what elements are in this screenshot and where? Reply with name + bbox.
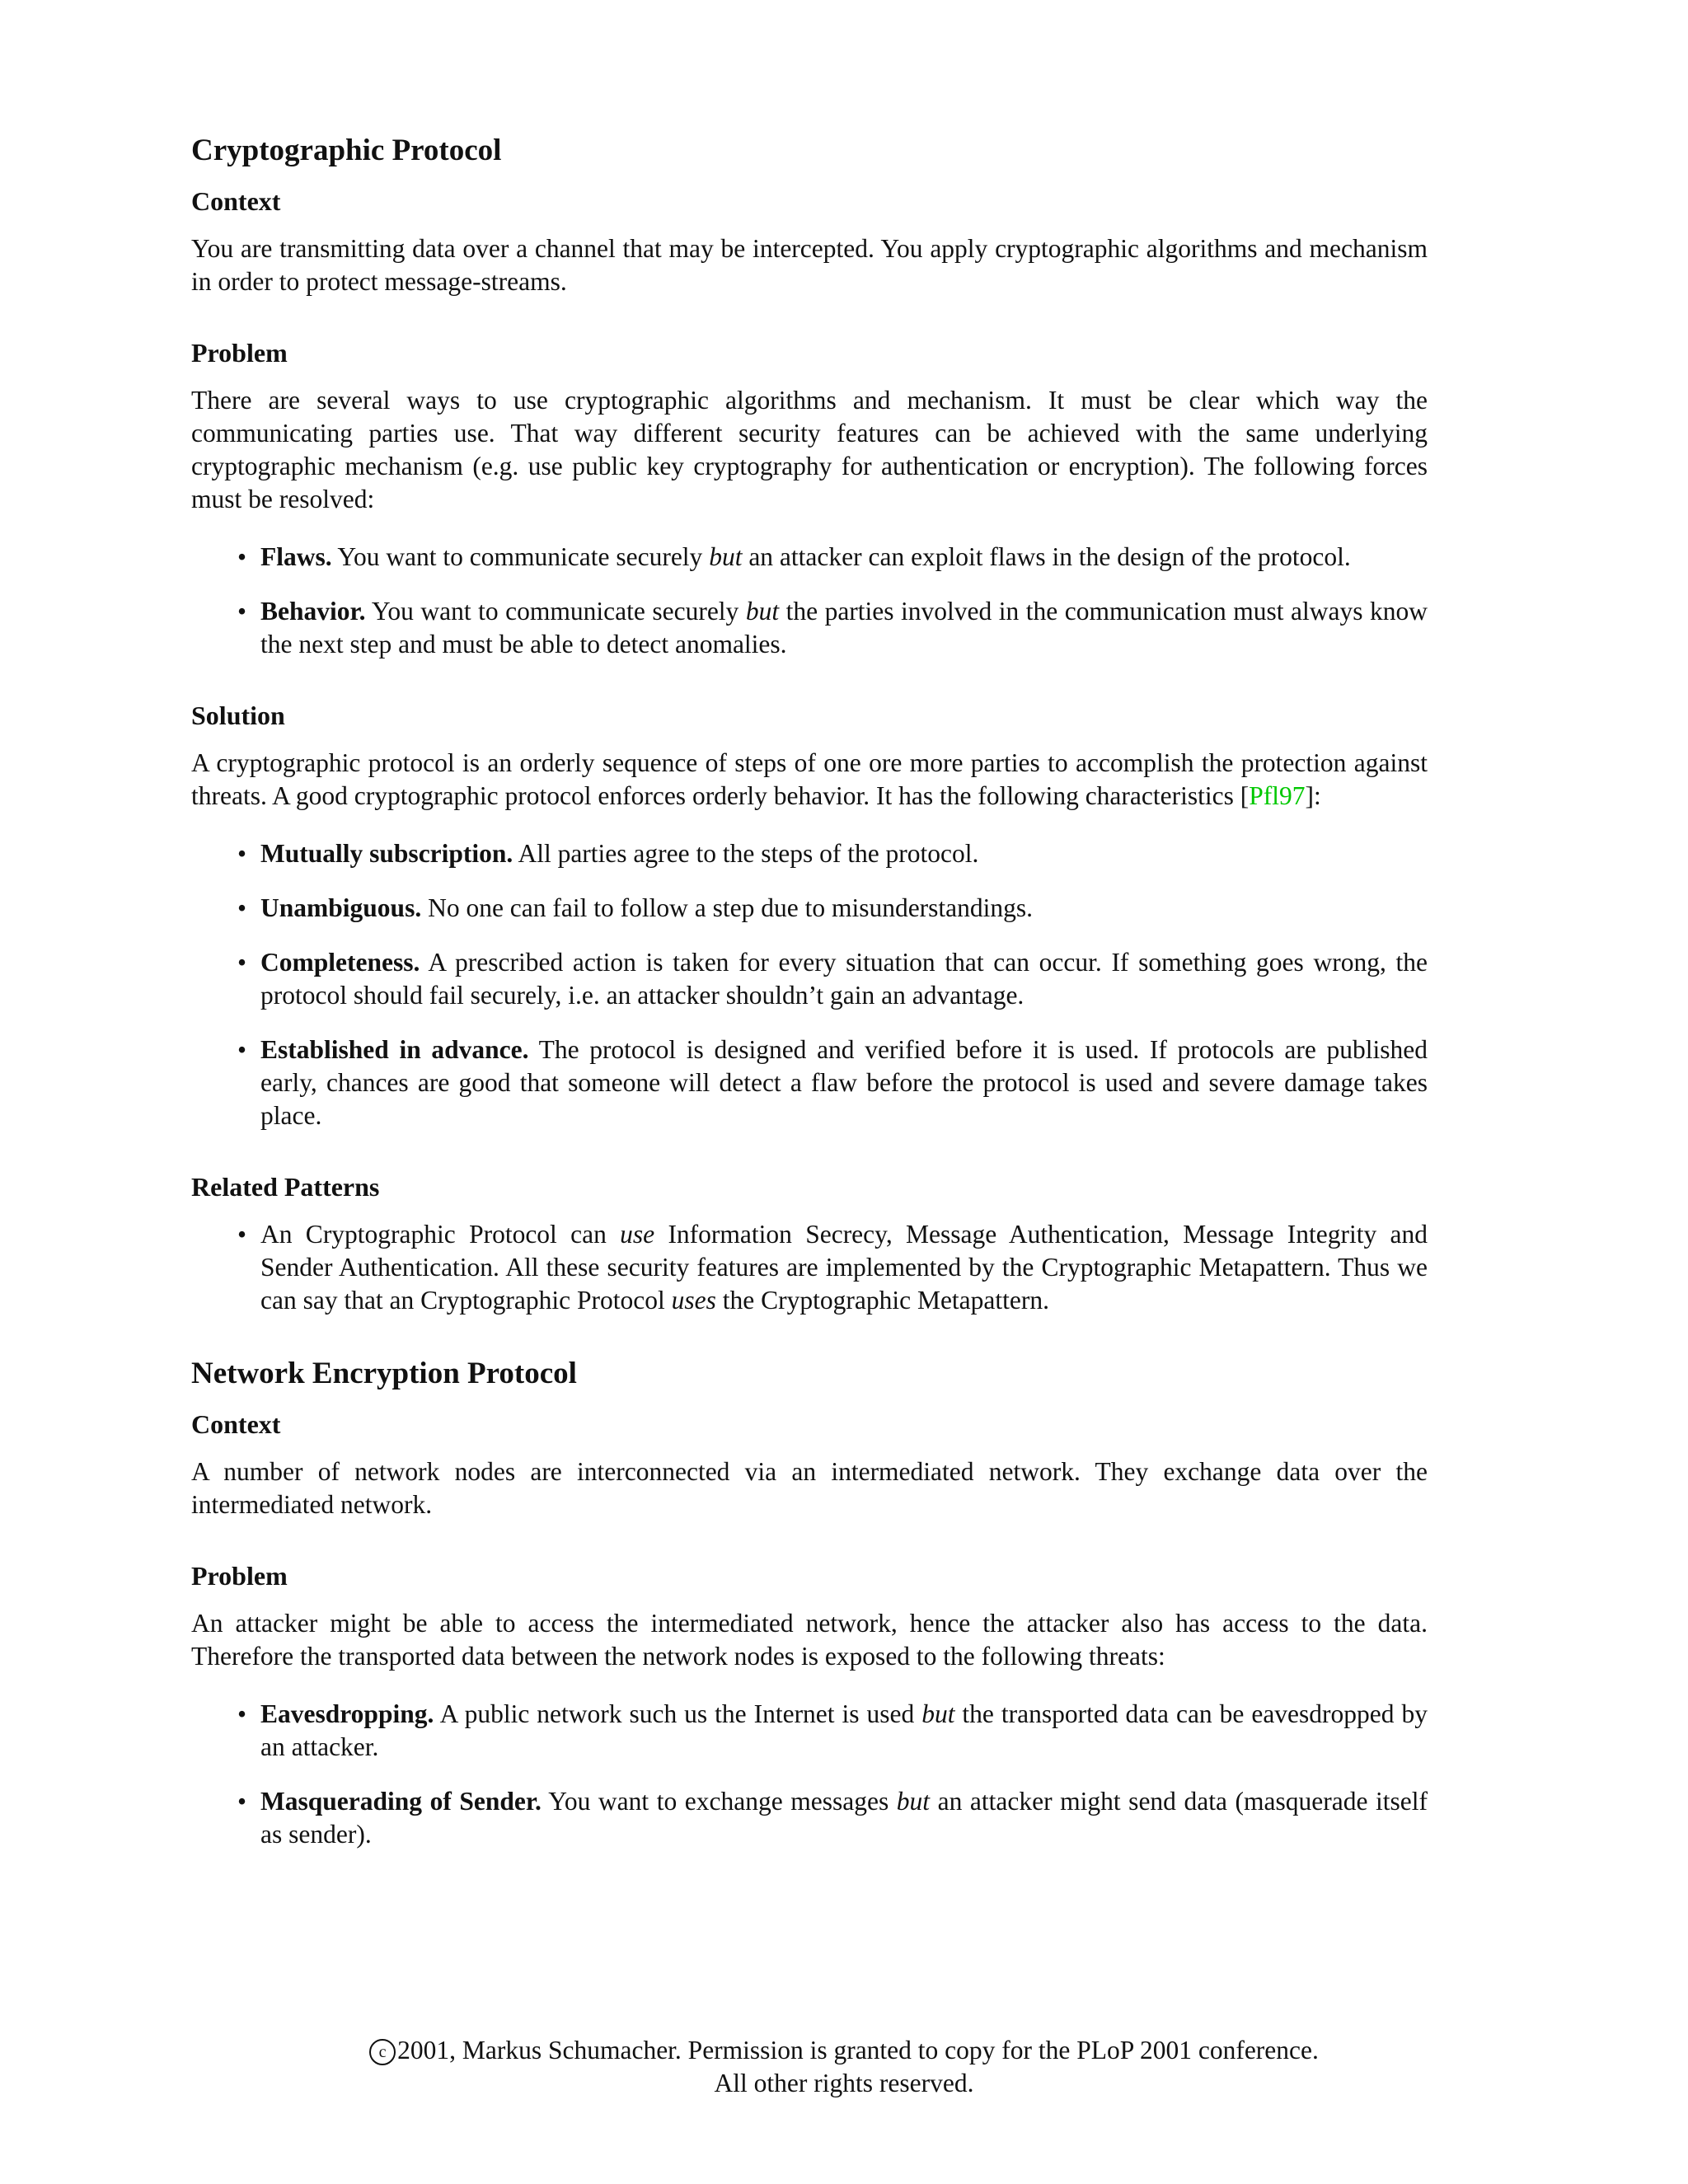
bullet-icon: • bbox=[237, 948, 247, 977]
problem-heading: Problem bbox=[191, 338, 288, 368]
list-item: • Behavior. You want to communicate securely but the parties involved in the communication must always know the next step and must be able to detect anomalies. bbox=[237, 597, 1428, 658]
bullet-icon: • bbox=[237, 893, 247, 922]
list-item: • Mutually subscription. All parties agree to the steps of the protocol. bbox=[191, 837, 1428, 870]
bullet-icon: • bbox=[237, 1220, 247, 1249]
footer-line-1: c 2001, Markus Schumacher. Permission is granted to copy for the PLoP 2001 conference. bbox=[0, 2034, 1688, 2067]
footer-line-2: All other rights reserved. bbox=[714, 2069, 974, 2097]
context-text: A number of network nodes are interconnected via an intermediated network. They exchange data over the intermediated network. bbox=[191, 1457, 1428, 1519]
list-item: • Masquerading of Sender. You want to exchange messages but an attacker might send data (masquerade itself as sender). bbox=[237, 1787, 1428, 1849]
bullet-icon: • bbox=[237, 1035, 247, 1064]
bullet-icon: • bbox=[237, 1787, 247, 1816]
problem-text: There are several ways to use cryptographic algorithms and mechanism. It must be clear which way the communicating parties use. That way different security features can be achieved with the same underlying cryptographic mechanism (e.g. use public key cryptography for authentication or encryption). The following forces must be resolved: bbox=[191, 386, 1428, 513]
copyright-icon: c bbox=[369, 2039, 396, 2065]
bullet-icon: • bbox=[237, 542, 247, 571]
related-list bbox=[191, 1218, 1428, 1317]
list-item: • Flaws. You want to communicate securely but an attacker can exploit flaws in the design of the protocol. bbox=[191, 541, 1428, 574]
solution-heading: Solution bbox=[191, 701, 285, 730]
list-item: • Unambiguous. No one can fail to follow a step due to misunderstandings. bbox=[191, 892, 1428, 925]
copyright-footer bbox=[0, 2034, 1688, 2100]
problem-heading: Problem bbox=[191, 1561, 288, 1591]
characteristics-list bbox=[191, 837, 1428, 1132]
bullet-icon: • bbox=[237, 839, 247, 868]
problem-text: An attacker might be able to access the intermediated network, hence the attacker also has access to the data. Therefore the transported data between the network nodes is exposed to the following threats: bbox=[191, 1609, 1428, 1671]
section-title: Network Encryption Protocol bbox=[191, 1357, 577, 1390]
bullet-icon: • bbox=[237, 597, 247, 626]
related-patterns-heading: Related Patterns bbox=[191, 1172, 380, 1202]
list-item: • Established in advance. The protocol is designed and verified before it is used. If protocols are published early, chances are good that someone will detect a flaw before the protocol is used and severe damage takes place. bbox=[237, 1035, 1428, 1130]
solution-text: A cryptographic protocol is an orderly sequence of steps of one ore more parties to accomplish the protection against threats. A good cryptographic protocol enforces orderly behavior. It has the following characteristics [Pfl97]: bbox=[191, 748, 1428, 810]
section-title: Cryptographic Protocol bbox=[191, 134, 502, 167]
list-item: • Eavesdropping. A public network such us the Internet is used but the transported data can be eavesdropped by an attacker. bbox=[237, 1699, 1428, 1761]
paper-page bbox=[191, 132, 1428, 1851]
threats-list bbox=[191, 1698, 1428, 1851]
context-heading: Context bbox=[191, 1409, 281, 1439]
bullet-icon: • bbox=[237, 1699, 247, 1728]
context-text: You are transmitting data over a channel that may be intercepted. You apply cryptographic algorithms and mechanism in order to protect message-streams. bbox=[191, 234, 1428, 296]
list-item: • Completeness. A prescribed action is taken for every situation that can occur. If something goes wrong, the protocol should fail securely, i.e. an attacker shouldn’t gain an advantage. bbox=[237, 948, 1428, 1010]
context-heading: Context bbox=[191, 186, 281, 216]
forces-list bbox=[191, 541, 1428, 661]
citation-link[interactable]: Pfl97 bbox=[1249, 781, 1306, 810]
list-item: • An Cryptographic Protocol can use Information Secrecy, Message Authentication, Message Integrity and Sender Authentication. All these security features are implemented by the Cryptographic Metapattern. Thus we can say that an Cryptographic Protocol uses the Cryptographic Metapattern. bbox=[237, 1220, 1428, 1315]
